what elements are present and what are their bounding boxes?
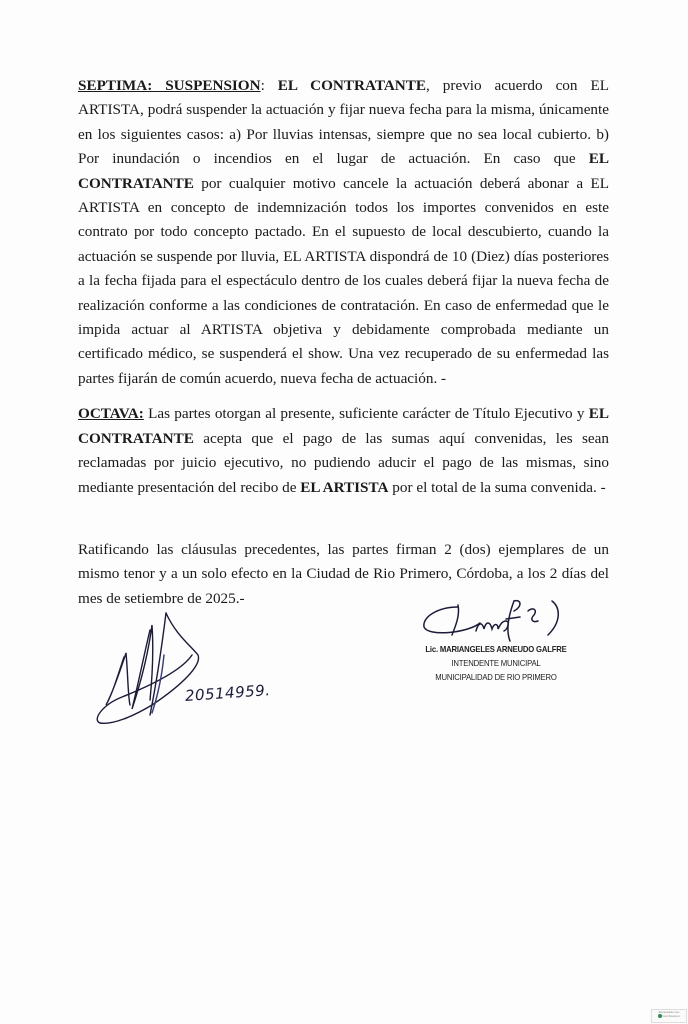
watermark-brand: CamScanner [662, 1014, 680, 1018]
signature-left [92, 605, 282, 730]
party-contratante: EL CONTRATANTE [277, 77, 427, 94]
party-contratante: EL CONTRATANTE [78, 150, 609, 192]
clause-text: por cualquier motivo cancele la actuación deberá abonar a EL ARTISTA en concepto de indemnización todos los importes convenidos en este contrato por todo concepto pactado. En el supuesto de local descubierto, cuando la actuación se suspende por lluvia, EL ARTISTA dispondrá de 10 (Diez) días posteriores a la fecha fijada para el espectáculo dentro de los cuales deberá fijar la nueva fecha de realización conforme a las condiciones de contratación. En caso de enfermedad que le impida actuar al ARTISTA objetiva y debidamente comprobada mediante un certificado médico, se suspenderá el show. Una vez recuperado de su enfermedad las partes fijarán de común acuerdo, nueva fecha de actuación. - [78, 174, 609, 387]
clause-text: , previo acuerdo con EL ARTISTA, podrá suspender la actuación y fijar nueva fecha para la misma, únicamente en los siguientes casos: a) Por lluvias intensas, siempre que no sea local cubierto. b) Por inundación o incendios en el lugar de actuación. En caso que [78, 77, 609, 168]
document-page [78, 74, 609, 611]
handwritten-id-number: 20514959. [184, 681, 272, 705]
clause-text: acepta que el pago de las sumas aquí convenidas, les sean reclamadas por juicio ejecutivo, no pudiendo aducir el pago de las mismas, sino mediante presentación del recibo de [78, 429, 609, 496]
signature-right [418, 597, 588, 645]
clause-octava [78, 402, 609, 500]
stamp-name: Lic. MARIANGELES ARNEUDO GALFRE [425, 644, 567, 654]
closing-paragraph: Ratificando las cláusulas precedentes, las partes firman 2 (dos) ejemplares de un mismo tenor y a un solo efecto en la Ciudad de Rio Primero, Córdoba, a los 2 días del mes de setiembre de 2025.- [78, 540, 609, 607]
camscanner-watermark [651, 1009, 687, 1023]
clause-septima-heading: SEPTIMA: SUSPENSION [78, 77, 261, 94]
party-contratante: EL CONTRATANTE [78, 405, 609, 447]
clause-text: Las partes otorgan al presente, suficiente carácter de Título Ejecutivo y [143, 405, 589, 423]
clause-septima [78, 74, 609, 391]
separator: : [260, 77, 278, 94]
clause-text: por el total de la suma convenida. - [388, 478, 606, 496]
watermark-line: Escaneado con [658, 1010, 680, 1014]
stamp-org: MUNICIPALIDAD DE RIO PRIMERO [435, 672, 557, 682]
stamp-title: INTENDENTE MUNICIPAL [451, 658, 541, 668]
party-artista: EL ARTISTA [300, 478, 389, 496]
official-stamp [422, 642, 569, 684]
clause-octava-heading: OCTAVA: [78, 405, 144, 423]
